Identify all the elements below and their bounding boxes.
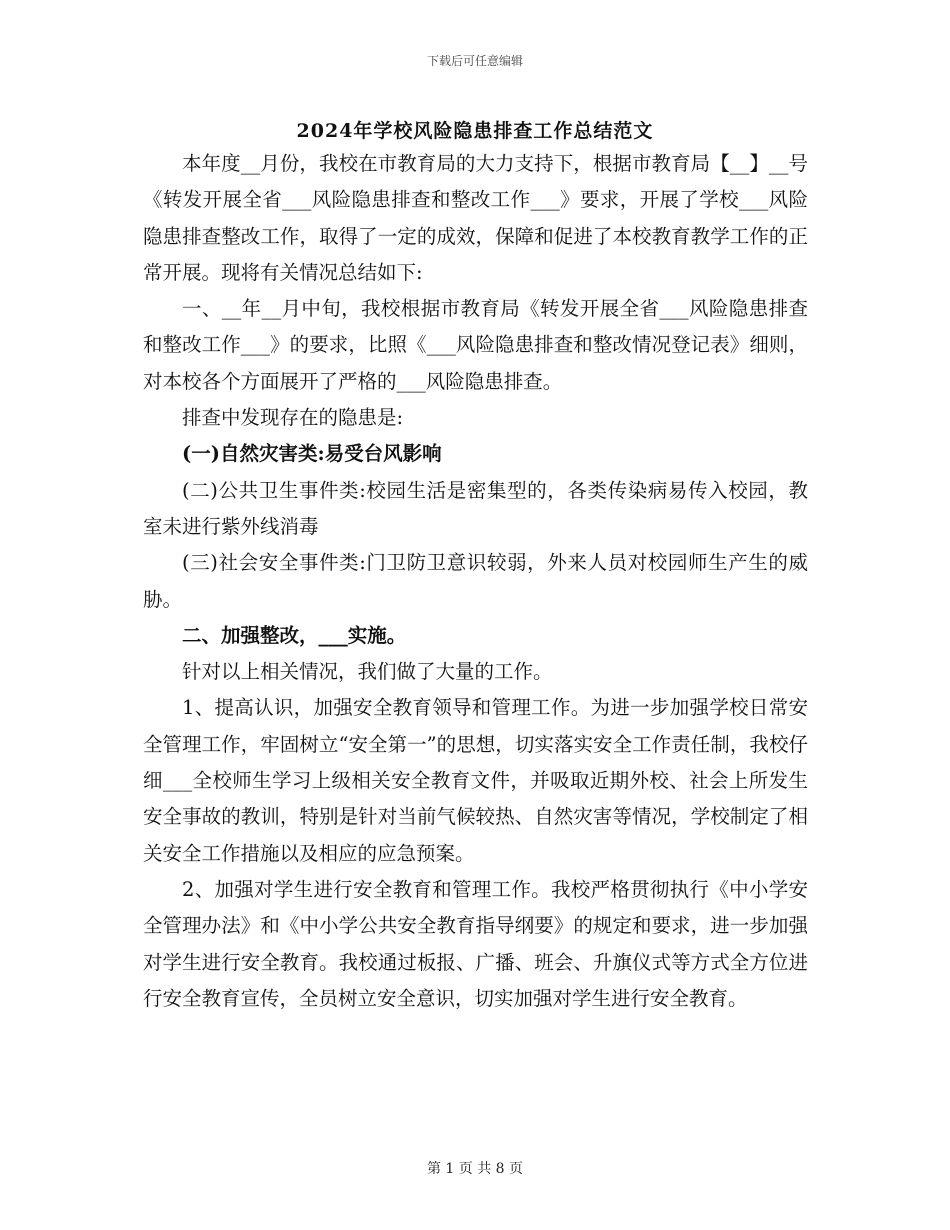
paragraph-hazards-found: 排查中发现存在的隐患是: bbox=[182, 406, 404, 430]
page-header-note: 下载后可任意编辑 bbox=[426, 54, 523, 68]
document-title: 2024年学校风险隐患排查工作总结范文 bbox=[296, 120, 654, 142]
paragraph-natural-disaster: (一)自然灾害类:易受台风影响 bbox=[182, 442, 442, 466]
paragraph-work-done: 针对以上相关情况，我们做了大量的工作。 bbox=[182, 660, 553, 684]
paragraph-item-1: 1、提高认识，加强安全教育领导和管理工作。为进一步加强学校日常安全管理工作，牢固树立“安全第一”的思想，切实落实安全工作责任制，我校仔细___全校师生学习上级相关安全教育文件，并吸取近期外校、社会上所发生安全事故的教训，特别是针对当前气候较热、自然灾害等情况，学校制定了相关安全工作措施以及相应的应急预案。 bbox=[143, 696, 808, 865]
paragraph-section-one: 一、__年__月中旬，我校根据市教育局《转发开展全省___风险隐患排查和整改工作___》的要求，比照《___风险隐患排查和整改情况登记表》细则，对本校各个方面展开了严格的___风险隐患排查。 bbox=[143, 297, 808, 393]
paragraph-item-2: 2、加强对学生进行安全教育和管理工作。我校严格贯彻执行《中小学安全管理办法》和《中小学公共安全教育指导纲要》的规定和要求，进一步加强对学生进行安全教育。我校通过板报、广播、班会、升旗仪式等方式全方位进行安全教育宣传，全员树立安全意识，切实加强对学生进行安全教育。 bbox=[143, 877, 808, 1010]
paragraph-social-security: (三)社会安全事件类:门卫防卫意识较弱，外来人员对校园师生产生的威胁。 bbox=[143, 551, 808, 611]
section-heading-rectification: 二、加强整改，___实施。 bbox=[182, 623, 407, 647]
paragraph-intro: 本年度__月份，我校在市教育局的大力支持下，根据市教育局【__】__号《转发开展全省___风险隐患排查和整改工作___》要求，开展了学校___风险隐患排查整改工作，取得了一定的成效，保障和促进了本校教育教学工作的正常开展。现将有关情况总结如下: bbox=[143, 152, 808, 284]
document-body bbox=[143, 146, 808, 1017]
paragraph-public-health: (二)公共卫生事件类:校园生活是密集型的，各类传染病易传入校园，教室未进行紫外线消毒 bbox=[143, 478, 808, 538]
page-number: 第 1 页 共 8 页 bbox=[426, 1161, 524, 1177]
